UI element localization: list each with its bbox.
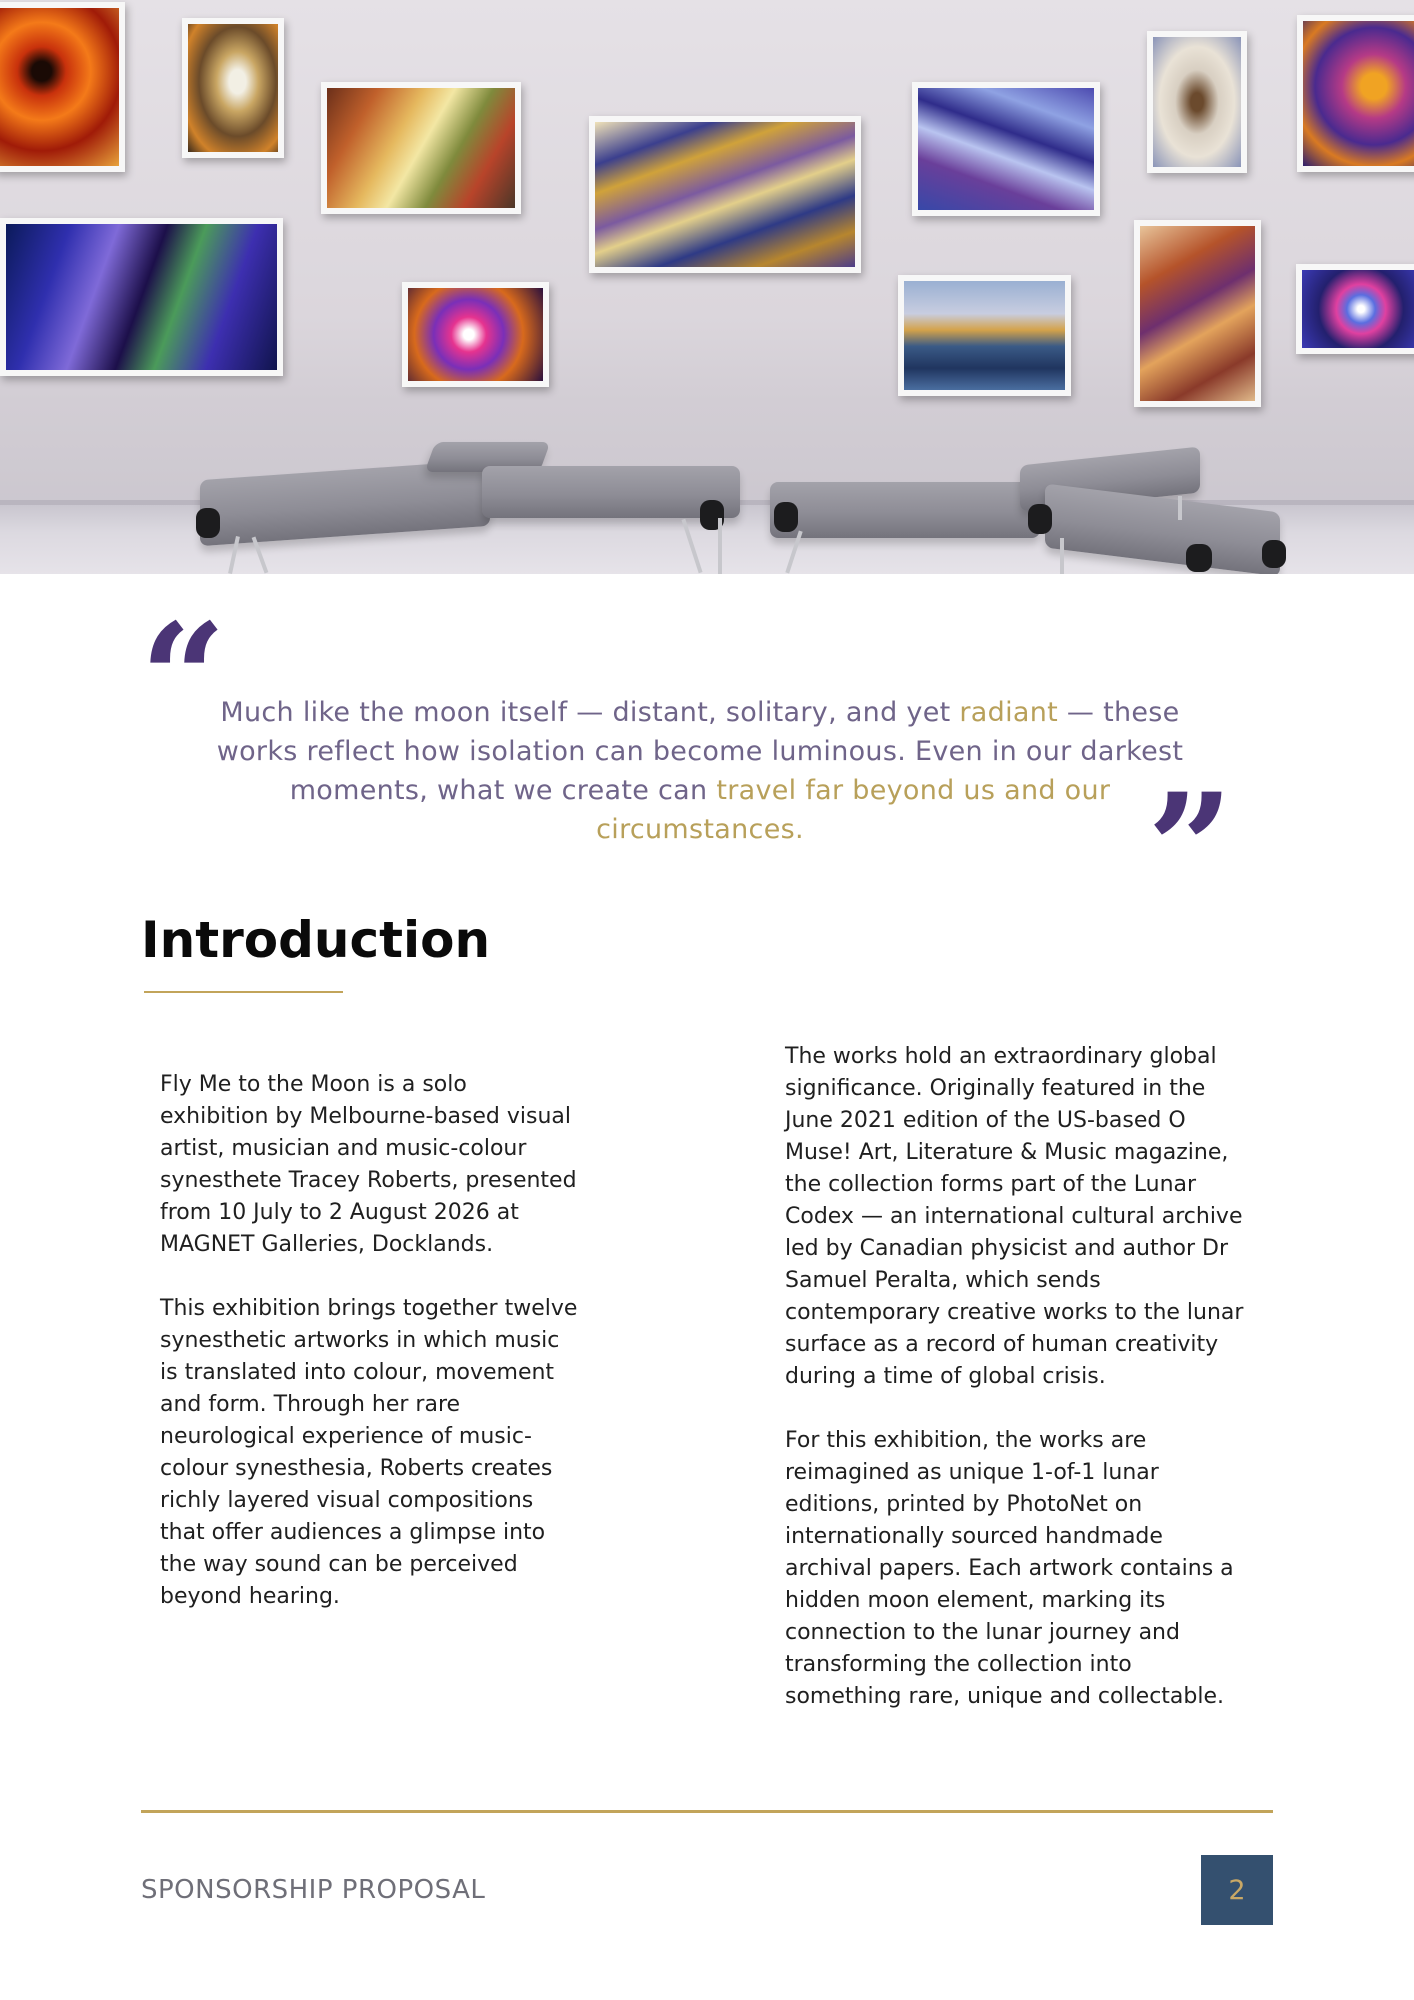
hero-gallery-image bbox=[0, 0, 1414, 574]
intro-paragraph: Fly Me to the Moon is a solo exhibition by Melbourne-based visual artist, musician and music-colour synesthete Tracey Roberts, presented from 10 July to 2 August 2026 at MAGNET Galleries, Docklands. bbox=[160, 1072, 577, 1257]
footer-label: SPONSORSHIP PROPOSAL bbox=[141, 1875, 486, 1905]
artwork-frame bbox=[1147, 31, 1247, 173]
artwork-frame bbox=[912, 82, 1100, 216]
artwork-frame bbox=[1297, 15, 1414, 172]
artwork-frame bbox=[1296, 264, 1414, 354]
pull-quote bbox=[200, 693, 1200, 849]
artwork-frame bbox=[182, 18, 284, 158]
quote-open-icon: “ bbox=[140, 591, 227, 767]
artwork-frame bbox=[1134, 220, 1261, 407]
section-title: Introduction bbox=[141, 911, 491, 969]
bench-leg bbox=[1178, 496, 1182, 520]
bench-end-cap bbox=[196, 508, 220, 538]
artwork-frame bbox=[0, 2, 125, 172]
intro-right-column bbox=[785, 1041, 1255, 1745]
quote-segment: Much like the moon itself — distant, solitary, and yet bbox=[220, 697, 960, 728]
bench-leg bbox=[1060, 538, 1064, 574]
intro-left-column bbox=[160, 1069, 580, 1645]
intro-paragraph: The works hold an extraordinary global significance. Originally featured in the June 2021 edition of the US-based O Muse! Art, Literature & Music magazine, the collection forms part of the Lunar Codex — an international cultural archive led by Canadian physicist and author Dr Samuel Peralta, which sends contemporary creative works to the lunar surface as a record of human creativity during a time of global crisis. bbox=[785, 1044, 1244, 1389]
artwork-frame bbox=[402, 282, 549, 387]
bench-leg bbox=[718, 518, 722, 574]
quote-highlight: radiant bbox=[959, 697, 1059, 728]
title-underline bbox=[144, 991, 343, 993]
footer-divider bbox=[141, 1810, 1273, 1813]
bench-end-cap bbox=[1262, 540, 1286, 568]
quote-segment: — these works reflect how isolation can become luminous. Even in our darkest moments, what we create can bbox=[216, 697, 1184, 806]
quote-close-icon: ” bbox=[1147, 761, 1234, 937]
intro-paragraph: For this exhibition, the works are reimagined as unique 1-of-1 lunar editions, printed by PhotoNet on internationally sourced handmade archival papers. Each artwork contains a hidden moon element, marking its connection to the lunar journey and transforming the collection into something rare, unique and collectable. bbox=[785, 1428, 1234, 1709]
bench-end-cap bbox=[1186, 544, 1212, 572]
bench-end-cap bbox=[1028, 504, 1052, 534]
bench-end-cap bbox=[774, 502, 798, 532]
page-number: 2 bbox=[1201, 1855, 1273, 1925]
artwork-frame bbox=[0, 218, 283, 376]
artwork-frame bbox=[589, 116, 861, 273]
artwork-frame bbox=[321, 82, 521, 214]
quote-highlight: travel far beyond us and our circumstances. bbox=[596, 775, 1111, 845]
intro-paragraph: This exhibition brings together twelve synesthetic artworks in which music is translated into colour, movement and form. Through her rare neurological experience of music-colour synesthesia, Roberts creates richly layered visual compositions that offer audiences a glimpse into the way sound can be perceived beyond hearing. bbox=[160, 1296, 578, 1609]
artwork-frame bbox=[898, 275, 1071, 396]
gallery-bench bbox=[770, 482, 1040, 538]
